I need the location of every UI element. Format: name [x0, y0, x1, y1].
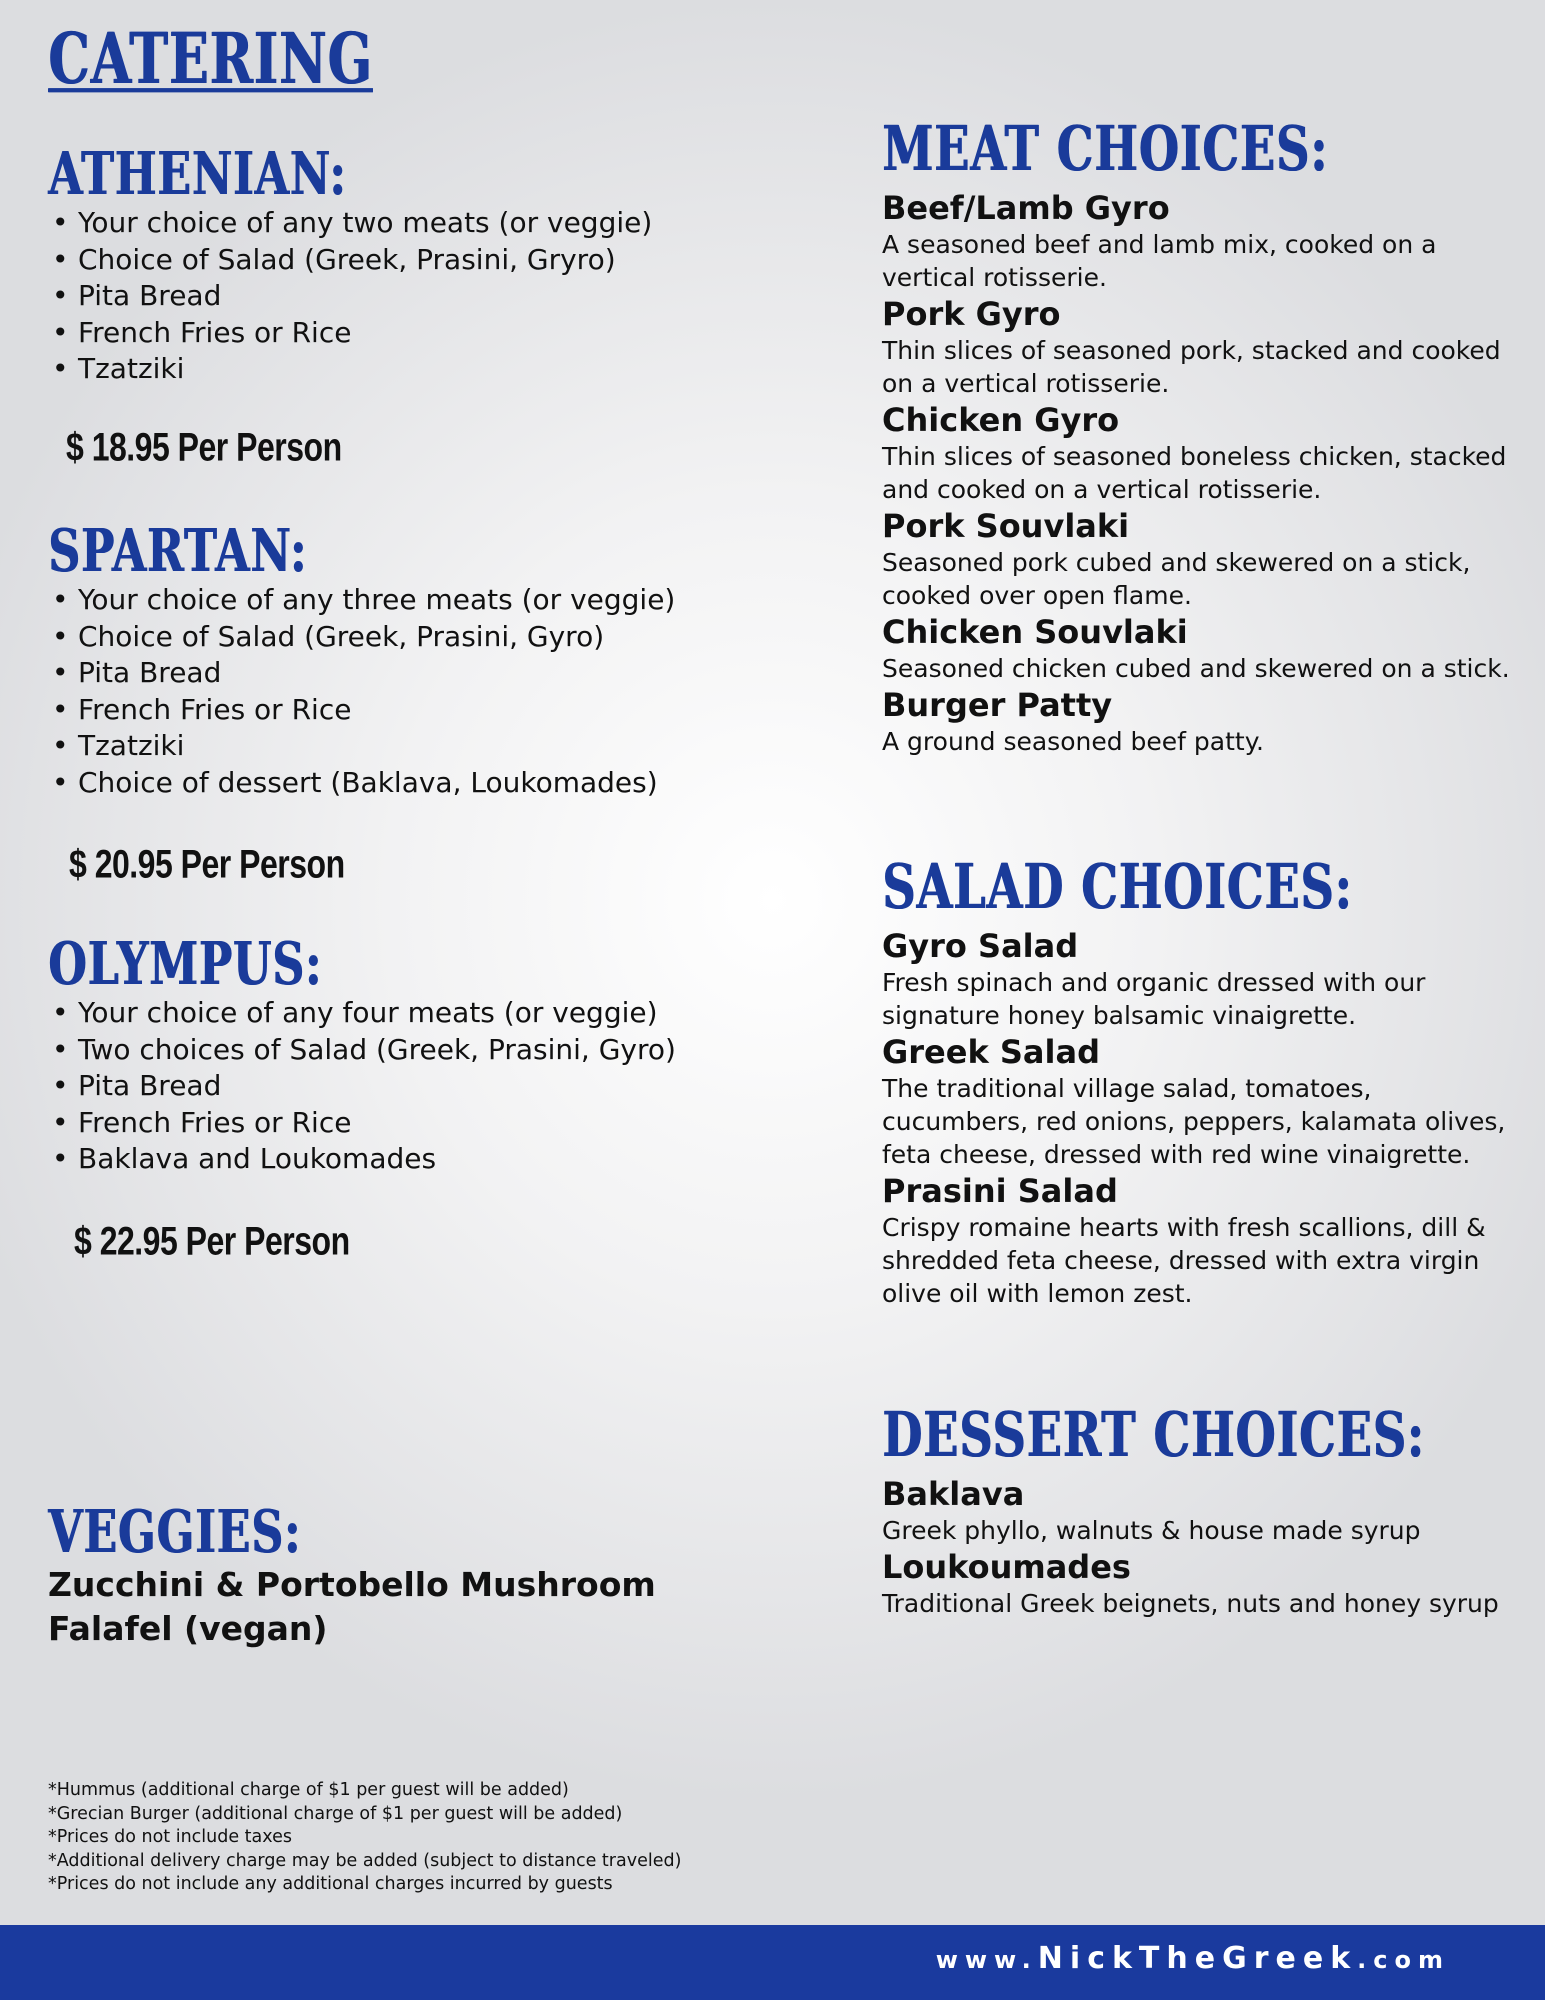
- menu-item-desc: A ground seasoned beef patty.: [882, 727, 1264, 756]
- list-item: • Baklava and Loukomades: [48, 1141, 676, 1178]
- list-item: • Choice of dessert (Baklava, Loukomades): [48, 765, 675, 802]
- list-item: • Tzatziki: [48, 728, 675, 765]
- footnote: *Additional delivery charge may be added (subject to distance traveled): [48, 1850, 682, 1871]
- menu-item-desc: Traditional Greek beignets, nuts and honey syrup: [882, 1589, 1499, 1618]
- section-title: MEAT CHOICES:: [882, 112, 1328, 185]
- list-item: • Your choice of any two meats (or veggie): [48, 205, 652, 242]
- menu-item-desc: Greek phyllo, walnuts & house made syrup: [882, 1516, 1421, 1545]
- package-items: [48, 205, 652, 388]
- list-item: • Your choice of any four meats (or veggie): [48, 995, 676, 1032]
- list-item: • French Fries or Rice: [48, 1105, 676, 1142]
- menu-item-name: Chicken Gyro: [882, 401, 1120, 439]
- package-price: $ 22.95 Per Person: [74, 1218, 350, 1263]
- url-name: NickTheGreek: [1037, 1941, 1358, 1976]
- website-link[interactable]: [936, 1941, 1450, 1976]
- package-athenian: [48, 140, 652, 388]
- package-title: SPARTAN:: [48, 517, 307, 586]
- package-spartan: [48, 517, 675, 801]
- package-items: [48, 582, 675, 801]
- list-item: • Two choices of Salad (Greek, Prasini, Gyro): [48, 1032, 676, 1069]
- veggies-title: VEGGIES:: [48, 1498, 301, 1567]
- veggies-section: [48, 1498, 656, 1651]
- section-title: SALAD CHOICES:: [882, 850, 1353, 923]
- veggie-item: Falafel (vegan): [48, 1609, 328, 1648]
- menu-item-desc: Seasoned pork cubed and skewered on a stick, cooked over open flame.: [882, 548, 1471, 610]
- list-item: • Tzatziki: [48, 351, 652, 388]
- list-item: • Pita Bread: [48, 655, 675, 692]
- menu-item-name: Prasini Salad: [882, 1172, 1118, 1210]
- veggie-item: Zucchini & Portobello Mushroom: [48, 1565, 656, 1604]
- url-prefix: www.: [935, 1946, 1038, 1974]
- page-title: CATERING: [48, 18, 373, 101]
- list-item: • French Fries or Rice: [48, 315, 652, 352]
- list-item: • Your choice of any three meats (or veggie): [48, 582, 675, 619]
- salad-choices-section: [882, 850, 1512, 1310]
- footnote: *Prices do not include taxes: [48, 1827, 292, 1847]
- list-item: • French Fries or Rice: [48, 692, 675, 729]
- package-price: $ 20.95 Per Person: [69, 841, 345, 886]
- list-item: • Pita Bread: [48, 1068, 676, 1105]
- dessert-choices-section: [882, 1398, 1512, 1620]
- menu-item-desc: Thin slices of seasoned boneless chicken, stacked and cooked on a vertical rotisserie.: [882, 442, 1507, 504]
- menu-item-desc: The traditional village salad, tomatoes, cucumbers, red onions, peppers, kalamata olives, feta cheese, dressed with red wine vinaigrette.: [882, 1074, 1506, 1169]
- package-items: [48, 995, 676, 1178]
- menu-item-name: Chicken Souvlaki: [882, 613, 1188, 651]
- footnote: *Grecian Burger (additional charge of $1 per guest will be added): [48, 1803, 623, 1824]
- menu-item-name: Gyro Salad: [882, 927, 1079, 965]
- menu-item-name: Pork Gyro: [882, 295, 1061, 333]
- package-title: OLYMPUS:: [48, 930, 323, 999]
- footnote: *Prices do not include any additional charges incurred by guests: [48, 1874, 613, 1894]
- menu-item-name: Burger Patty: [882, 686, 1113, 724]
- list-item: • Choice of Salad (Greek, Prasini, Gyro): [48, 619, 675, 656]
- menu-item-desc: Crispy romaine hearts with fresh scallions, dill & shredded feta cheese, dressed with extra virgin olive oil with lemon zest.: [882, 1213, 1486, 1308]
- section-title: DESSERT CHOICES:: [882, 1398, 1425, 1471]
- menu-item-name: Beef/Lamb Gyro: [882, 189, 1170, 227]
- menu-item-desc: Seasoned chicken cubed and skewered on a stick.: [882, 654, 1510, 683]
- menu-item-name: Baklava: [882, 1475, 1025, 1513]
- menu-item-name: Pork Souvlaki: [882, 507, 1130, 545]
- package-price: $ 18.95 Per Person: [66, 424, 342, 469]
- menu-item-desc: Thin slices of seasoned pork, stacked and cooked on a vertical rotisserie.: [882, 336, 1501, 398]
- package-title: ATHENIAN:: [48, 140, 347, 209]
- list-item: • Pita Bread: [48, 278, 652, 315]
- menu-item-name: Greek Salad: [882, 1033, 1100, 1071]
- url-suffix: .com: [1357, 1946, 1450, 1974]
- menu-item-desc: A seasoned beef and lamb mix, cooked on a vertical rotisserie.: [882, 230, 1437, 292]
- menu-item-name: Loukoumades: [882, 1548, 1131, 1586]
- menu-item-desc: Fresh spinach and organic dressed with our signature honey balsamic vinaigrette.: [882, 968, 1426, 1030]
- footnotes: [48, 1779, 681, 1897]
- meat-choices-section: [882, 112, 1512, 758]
- footnote: *Hummus (additional charge of $1 per guest will be added): [48, 1780, 569, 1800]
- list-item: • Choice of Salad (Greek, Prasini, Gryro): [48, 242, 652, 279]
- package-olympus: [48, 930, 676, 1178]
- footer-bar: [0, 1925, 1545, 2000]
